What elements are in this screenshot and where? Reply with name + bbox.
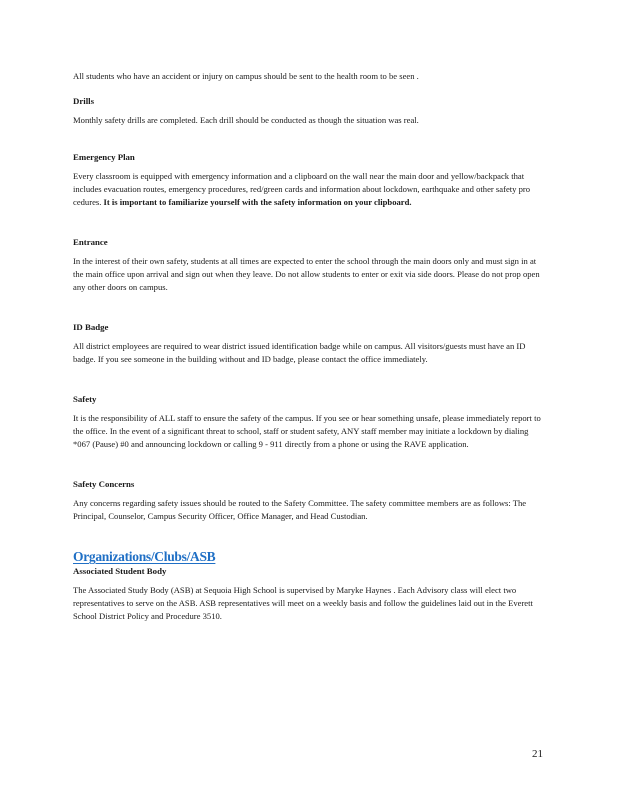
document-page bbox=[73, 70, 543, 623]
emergency-plan-heading: Emergency Plan bbox=[73, 152, 135, 162]
drills-heading: Drills bbox=[73, 96, 95, 106]
emergency-plan-text: Every classroom is equipped with emergency information and a clipboard on the wall near the main door and yellow/backpack that includes evacuation routes, emergency procedures, red/green cards and information about lockdown, earthquake and other safety pro cedures. bbox=[73, 171, 531, 207]
asb-paragraph: The Associated Study Body (ASB) at Sequoia High School is supervised by Maryke Haynes . Each Advisory class will elect two representatives to serve on the ASB. ASB representatives will meet on a weekly basis and follow the guidelines laid out in the Everett School District Policy and Procedure 3510. bbox=[73, 585, 533, 621]
entrance-paragraph: In the interest of their own safety, students at all times are expected to enter the school through the main doors only and must sign in at the main office upon arrival and sign out when they leave. Do not allow students to enter or exit via side doors. Please do not prop open any other doors on campus. bbox=[73, 256, 540, 292]
emergency-plan-bold-text: It is important to familiarize yourself with the safety information on your clipboard. bbox=[103, 197, 412, 207]
organizations-section-title: Organizations/Clubs/ASB bbox=[73, 549, 216, 564]
id-badge-paragraph: All district employees are required to wear district issued identification badge while on campus. All visitors/guests must have an ID badge. If you see someone in the building without and ID badge, please contact the office immediately. bbox=[73, 341, 526, 364]
safety-concerns-paragraph: Any concerns regarding safety issues should be routed to the Safety Committee. The safety committee members are as follows: The Principal, Counselor, Campus Security Officer, Office Manager, and Head Custodian. bbox=[73, 498, 527, 521]
intro-paragraph: All students who have an accident or injury on campus should be sent to the health room to be seen . bbox=[73, 71, 419, 81]
entrance-heading: Entrance bbox=[73, 237, 108, 247]
safety-concerns-heading: Safety Concerns bbox=[73, 479, 135, 489]
safety-heading: Safety bbox=[73, 394, 97, 404]
drills-paragraph: Monthly safety drills are completed. Each drill should be conducted as though the situation was real. bbox=[73, 115, 419, 125]
asb-subheading: Associated Student Body bbox=[73, 566, 167, 576]
id-badge-heading: ID Badge bbox=[73, 322, 109, 332]
page-number: 21 bbox=[532, 748, 543, 760]
safety-paragraph: It is the responsibility of ALL staff to ensure the safety of the campus. If you see or hear something unsafe, please immediately report to the office. In the event of a significant threat to school, staff or student safety, ANY staff member may initiate a lockdown by dialing *067 (Pause) #0 and announcing lockdown or calling 9 - 911 directly from a phone or using the RAVE application. bbox=[73, 413, 541, 449]
emergency-plan-paragraph bbox=[73, 170, 543, 209]
